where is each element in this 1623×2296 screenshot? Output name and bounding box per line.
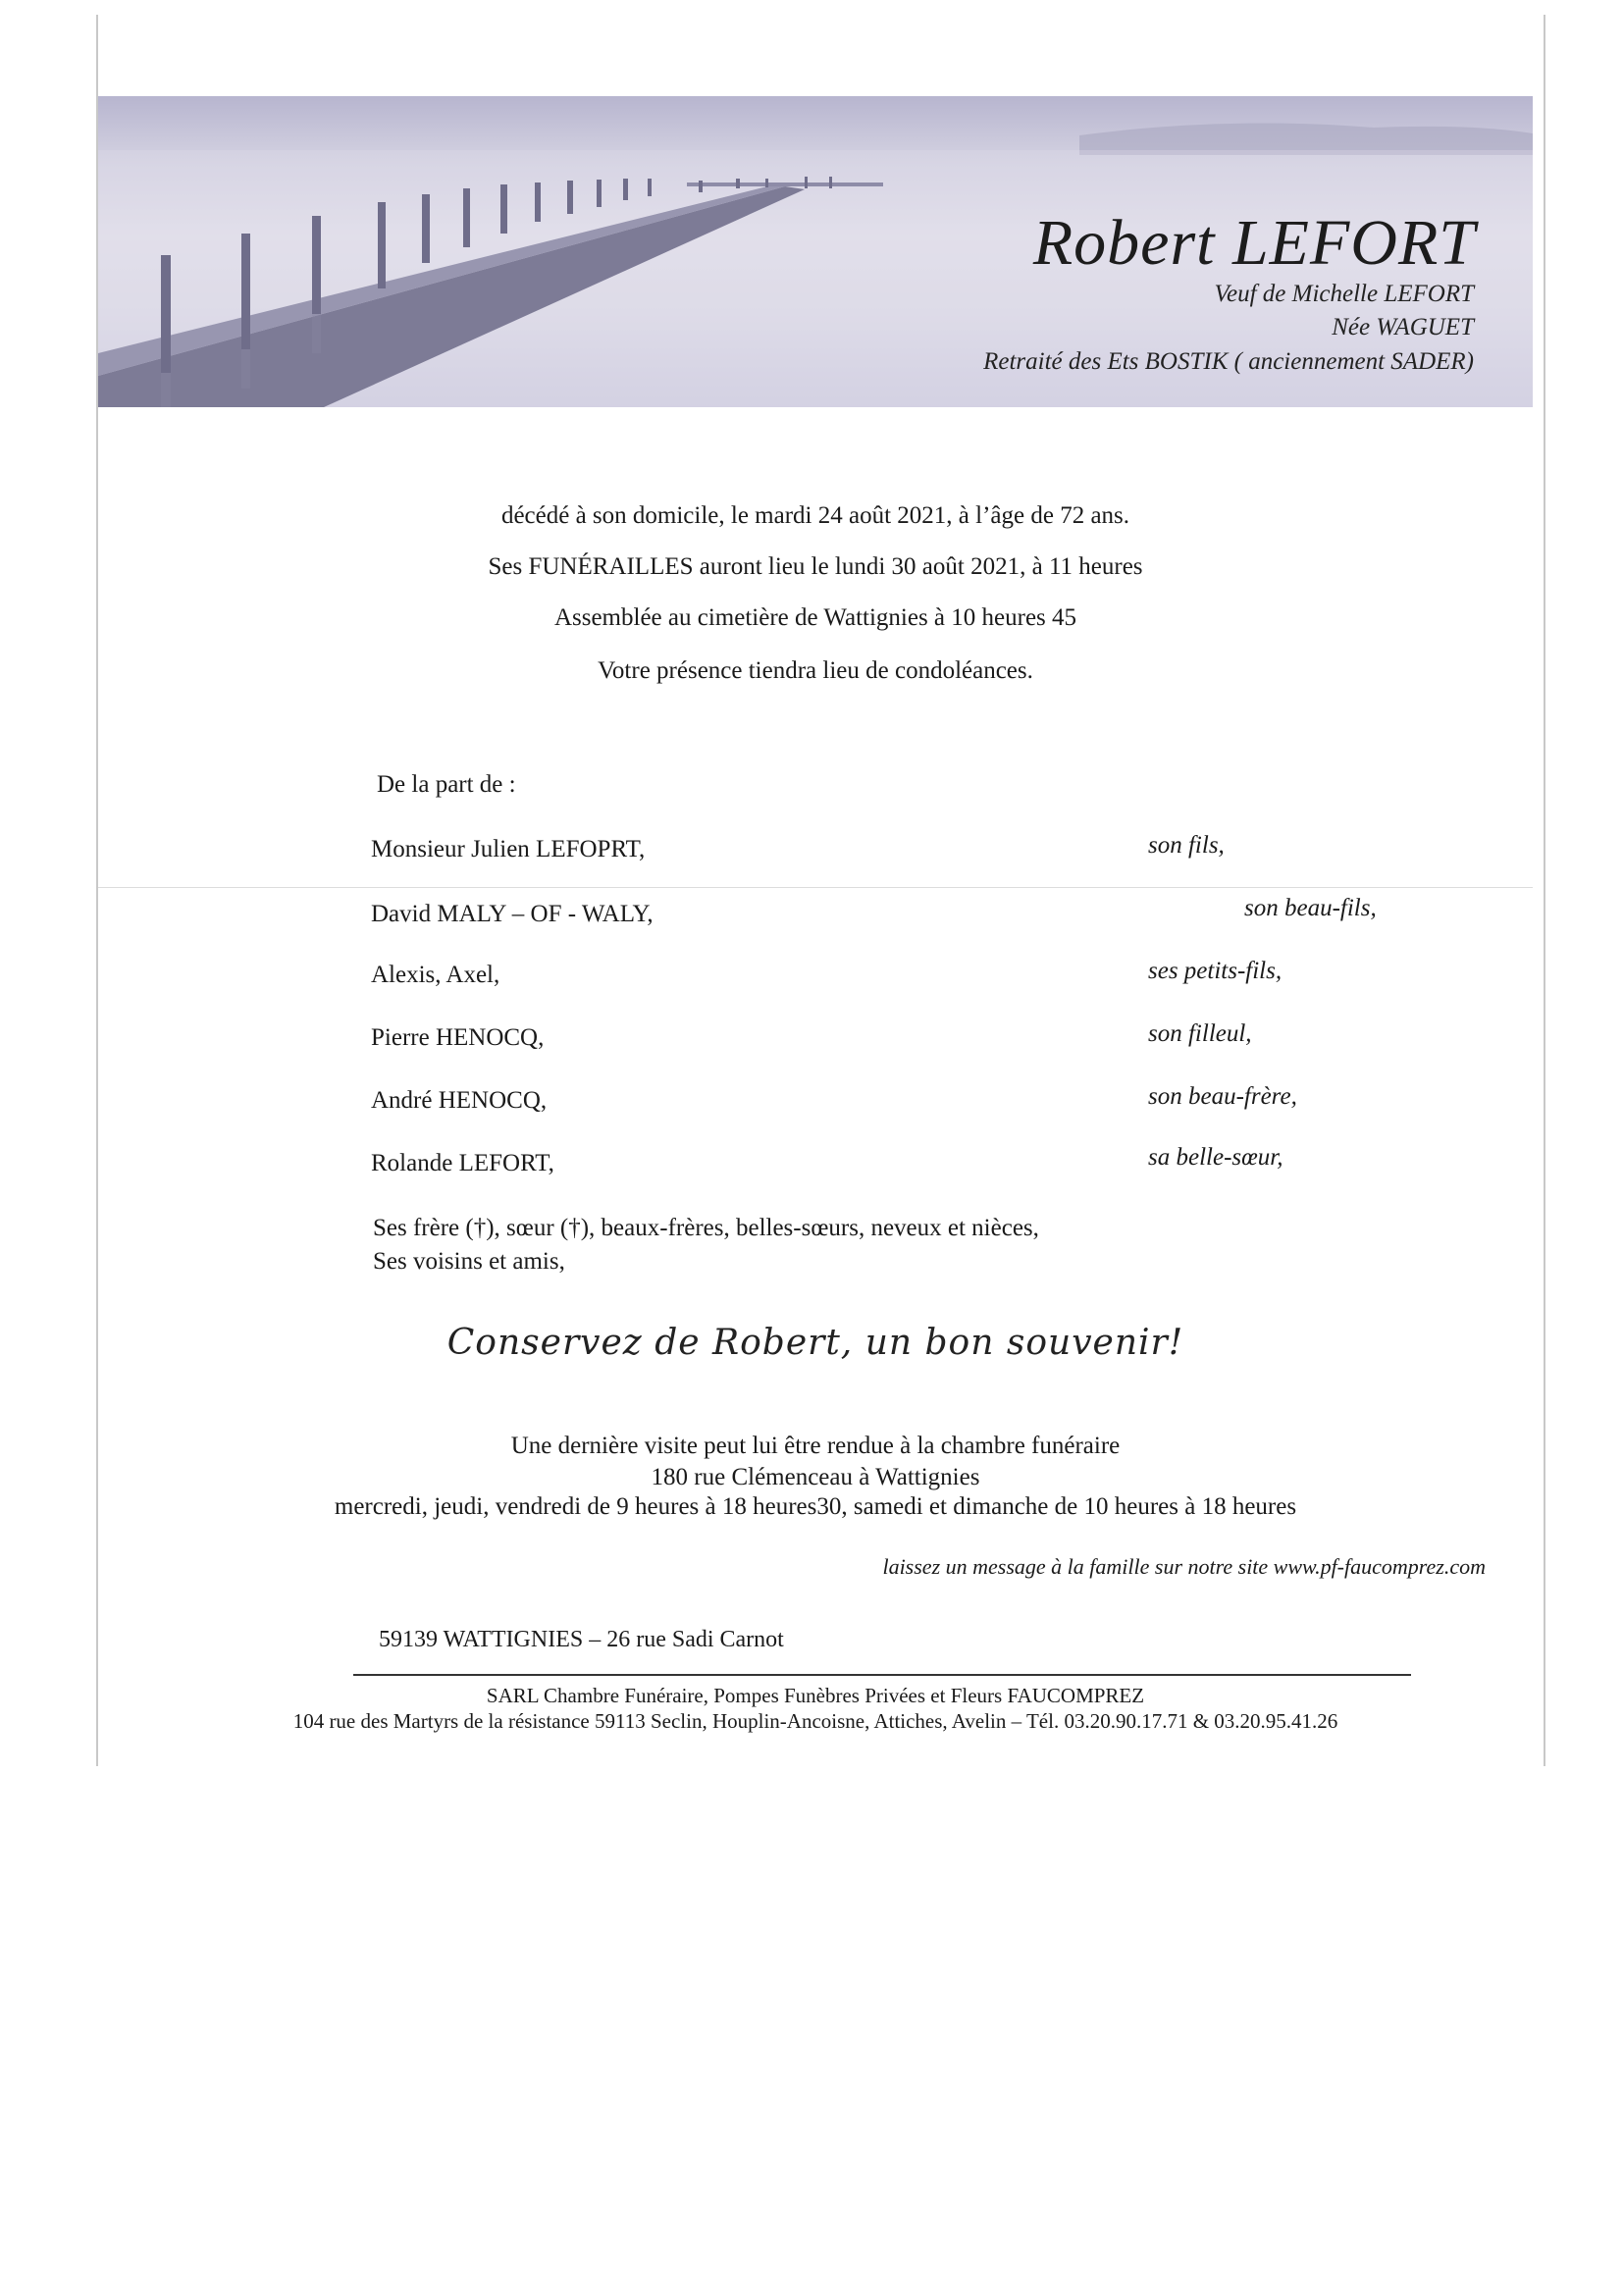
relative-name: Rolande LEFORT, — [371, 1150, 554, 1176]
condolence-line: Votre présence tiendra lieu de condoléances. — [598, 657, 1033, 684]
relative-role: son filleul, — [1148, 1020, 1252, 1047]
visit-address-line: 180 rue Clémenceau à Wattignies — [651, 1464, 980, 1490]
footer-divider — [353, 1674, 1411, 1676]
from-label: De la part de : — [377, 771, 516, 798]
relative-role: son fils, — [1148, 832, 1225, 859]
extended-family-line: Ses frère (†), sœur (†), beaux-frères, belles-sœurs, neveux et nièces, — [373, 1215, 1039, 1241]
visit-line: Une dernière visite peut lui être rendue à la chambre funéraire — [510, 1433, 1121, 1459]
neighbors-friends-line: Ses voisins et amis, — [373, 1248, 565, 1275]
relative-name: André HENOCQ, — [371, 1087, 548, 1114]
header-banner — [98, 96, 1533, 407]
farewell-message: Conservez de Robert, un bon souvenir! — [446, 1323, 1184, 1363]
visit-hours-line: mercredi, jeudi, vendredi de 9 heures à 18 heures30, samedi et dimanche de 10 heures à 18 heures — [334, 1493, 1297, 1520]
relative-role: sa belle-sœur, — [1148, 1144, 1283, 1171]
fold-line — [98, 887, 1533, 888]
page-edge-right — [1544, 15, 1545, 1766]
family-address: 59139 WATTIGNIES – 26 rue Sadi Carnot — [379, 1627, 784, 1652]
relative-name: Pierre HENOCQ, — [371, 1024, 545, 1051]
assembly-line: Assemblée au cimetière de Wattignies à 10 heures 45 — [553, 604, 1077, 631]
footer-contact-line: 104 rue des Martyrs de la résistance 59113 Seclin, Houplin-Ancoisne, Attiches, Avelin – Tél. 03.20.90.17.71 & 03.20.95.41.26 — [292, 1709, 1338, 1733]
occupation-line: Retraité des Ets BOSTIK ( anciennement SADER) — [983, 348, 1474, 375]
deceased-name: Robert LEFORT — [1032, 207, 1476, 279]
relative-role: son beau-fils, — [1244, 895, 1377, 921]
relative-name: David MALY – OF - WALY, — [371, 901, 654, 927]
funeral-line: Ses FUNÉRAILLES auront lieu le lundi 30 août 2021, à 11 heures — [488, 553, 1143, 580]
death-notice-line: décédé à son domicile, le mardi 24 août 2021, à l’âge de 72 ans. — [500, 502, 1130, 529]
relative-name: Monsieur Julien LEFOPRT, — [371, 836, 646, 862]
relative-name: Alexis, Axel, — [371, 962, 500, 988]
relative-role: ses petits-fils, — [1148, 958, 1283, 984]
footer-company-line: SARL Chambre Funéraire, Pompes Funèbres Privées et Fleurs FAUCOMPREZ — [486, 1684, 1145, 1707]
relative-role: son beau-frère, — [1148, 1083, 1297, 1110]
widower-line: Veuf de Michelle LEFORT — [1214, 281, 1474, 307]
maiden-name-line: Née WAGUET — [1332, 314, 1474, 340]
website-note: laissez un message à la famille sur notre site www.pf-faucomprez.com — [882, 1554, 1486, 1579]
